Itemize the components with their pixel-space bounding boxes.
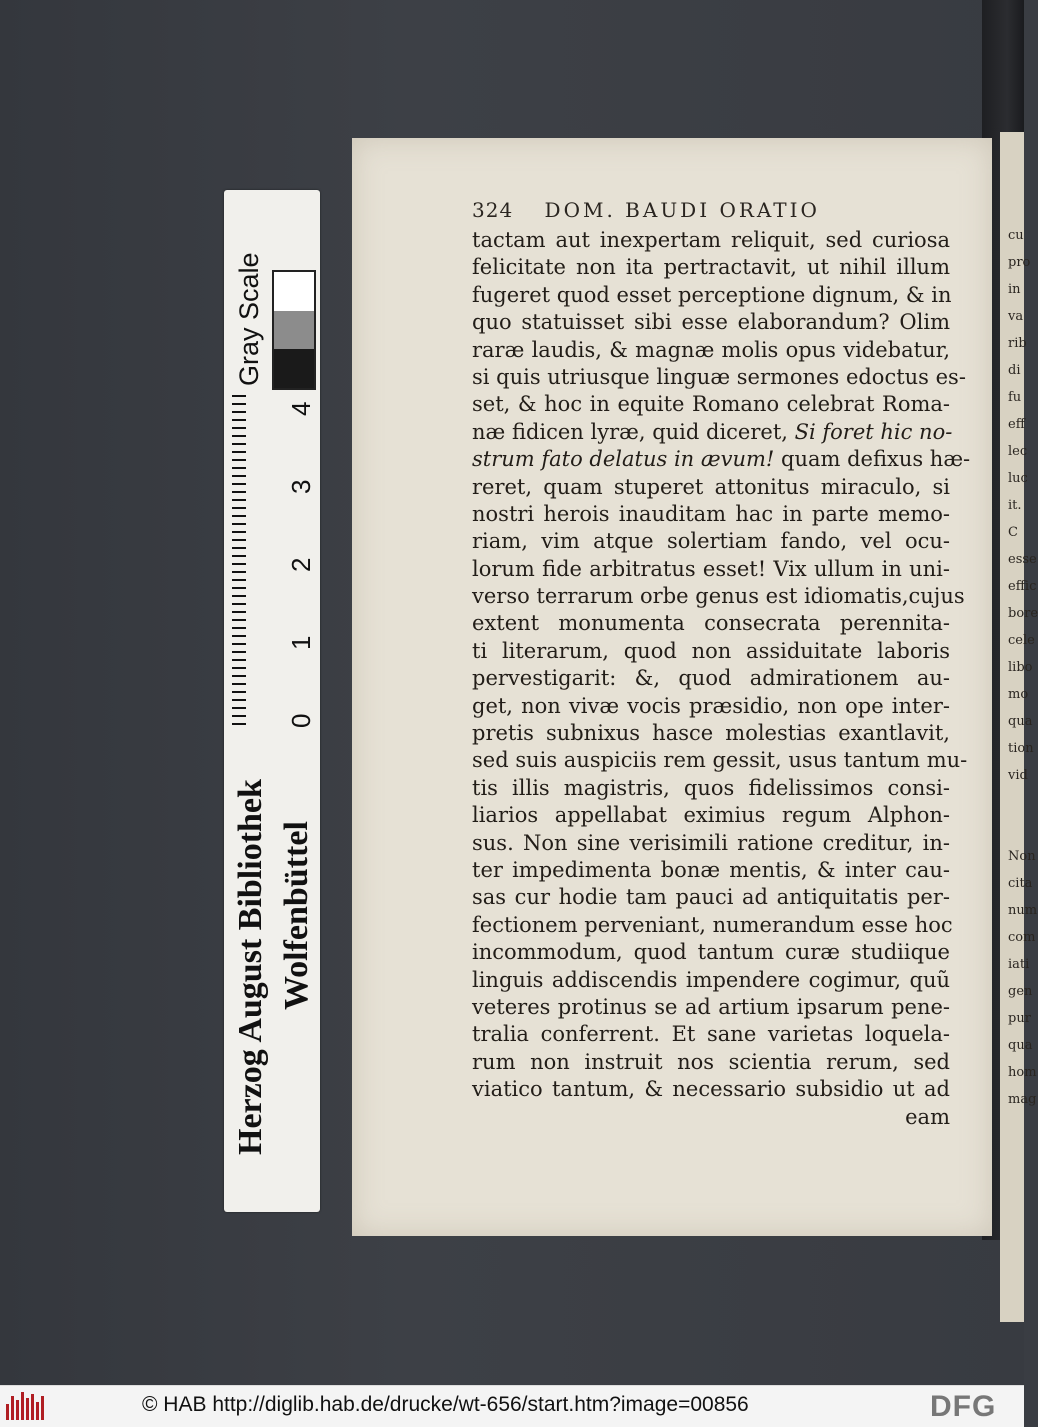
gray-swatch-black	[274, 349, 314, 388]
text-line: sas cur hodie tam pauci ad antiquitatis per-	[472, 885, 950, 910]
facing-page-line	[1000, 789, 1024, 816]
text-line: nostri herois inauditam hac in parte memo-	[472, 501, 950, 526]
text-line: næ fidicen lyræ, quid diceret, Si foret hic no-	[472, 419, 953, 444]
text-line: felicitate non ita pertractavit, ut nihil illum	[472, 255, 950, 280]
ruler-number-4: 4	[286, 401, 316, 416]
facing-page-line: gen	[1008, 984, 1033, 999]
viewer-footer	[0, 1385, 1024, 1427]
text-line: quo statuisset sibi esse elaborandum? Olim	[472, 310, 950, 335]
ruler-title-line1: Herzog August Bibliothek	[232, 779, 269, 1155]
text-line: rum non instruit nos scientia rerum, sed	[472, 1049, 950, 1074]
text-line: ti literarum, quod non assiduitate laboris	[472, 638, 950, 663]
text-line: si quis utriusque linguæ sermones edoctus es-	[472, 364, 966, 389]
ruler-number-2: 2	[286, 557, 316, 572]
hab-logo-icon	[6, 1392, 44, 1420]
facing-page-line: iati	[1008, 957, 1030, 972]
running-head-title: DOM. BAUDI ORATIO	[544, 198, 820, 222]
facing-page-line: esse	[1008, 552, 1037, 567]
facing-page-line: effic	[1008, 579, 1037, 594]
facing-page-line: it. C	[1008, 498, 1022, 540]
text-line: tactam aut inexpertam reliquit, sed curiosa	[472, 228, 950, 252]
facing-page-line: qua	[1008, 1038, 1033, 1053]
text-line: riam, vim atque solertiam fando, vel ocu-	[472, 529, 950, 554]
facing-page-line: di	[1008, 363, 1021, 378]
facing-page-line: tion	[1008, 741, 1034, 756]
text-line: extent monumenta consecrata perennita-	[472, 611, 950, 636]
text-line: get, non vivæ vocis præsidio, non ope inter-	[472, 693, 950, 718]
facing-page-line: libo	[1008, 660, 1033, 675]
text-line: reret, quam stuperet attonitus miraculo, si	[472, 474, 950, 499]
text-line: linguis addiscendis impendere cogimur, quũ	[472, 967, 950, 992]
text-line: veteres protinus se ad artium ipsarum pene-	[472, 994, 950, 1019]
text-line: strum fato delatus in ævum! quam defixus hæ-	[472, 447, 971, 472]
text-line: verso terrarum orbe genus est idiomatis,cujus	[472, 584, 965, 609]
copyright-link[interactable]: © HAB http://diglib.hab.de/drucke/wt-656/start.htm?image=00856	[142, 1393, 749, 1416]
ruler-title-line2: Wolfenbüttel	[278, 821, 315, 1010]
facing-page-line: com	[1008, 930, 1036, 945]
text-line: set, & hoc in equite Romano celebrat Roma-	[472, 392, 950, 417]
text-line: tis illis magistris, quos fidelissimos consi-	[472, 775, 950, 800]
text-line: liarios appellabat eximius regum Alphon-	[472, 803, 950, 828]
facing-page-line: rib	[1008, 336, 1027, 351]
facing-page-line: qua	[1008, 714, 1033, 729]
text-line: sed suis auspiciis rem gessit, usus tantum mu-	[472, 748, 968, 773]
facing-page-line	[1000, 816, 1024, 843]
facing-page-line: cita	[1008, 876, 1033, 891]
ruler-number-0: 0	[286, 713, 316, 728]
gray-swatch-white	[274, 272, 314, 311]
ruler-ticks	[232, 395, 268, 725]
facing-page-line: vid	[1008, 768, 1028, 783]
text-line: fectionem perveniant, numerandum esse hoc	[472, 912, 953, 937]
gray-scale-label: Gray Scale	[234, 252, 264, 386]
text-line: sus. Non sine verisimili ratione creditur, in-	[472, 830, 950, 855]
facing-page-line: cu	[1008, 228, 1024, 243]
text-line: raræ laudis, & magnæ molis opus videbatur,	[472, 337, 950, 362]
gray-scale-swatches	[272, 270, 316, 390]
page-number: 324	[472, 198, 514, 222]
ruler-number-1: 1	[286, 635, 316, 650]
text-line: incommodum, quod tantum curæ studiique	[472, 940, 950, 965]
text-line: ter impedimenta bonæ mentis, & inter cau-	[472, 857, 950, 882]
facing-page-line: mo	[1008, 687, 1029, 702]
facing-page-line: pro	[1008, 255, 1031, 270]
dfg-logo: DFG	[930, 1390, 997, 1423]
facing-page-line: num	[1008, 903, 1038, 918]
facing-page-line: luc	[1008, 471, 1028, 486]
text-line: pretis subnixus hasce molestias exantlavit,	[472, 721, 950, 746]
text-line: lorum fide arbitratus esset! Vix ullum in uni-	[472, 556, 950, 581]
facing-page-line: fu	[1008, 390, 1022, 405]
text-line: pervestigarit: &, quod admirationem au-	[472, 666, 950, 691]
facing-page-line: hom	[1008, 1065, 1037, 1080]
page-text-block	[472, 227, 971, 1131]
gray-swatch-mid	[274, 311, 314, 350]
facing-page-line: mag	[1008, 1092, 1037, 1107]
facing-page-line: cele	[1008, 633, 1035, 648]
facing-page-line: Non	[1008, 849, 1036, 864]
facing-page-line: in	[1008, 282, 1021, 297]
facing-page-line: lec	[1008, 444, 1028, 459]
facing-page-line: pur	[1008, 1011, 1031, 1026]
facing-page-line: va	[1008, 309, 1024, 324]
text-line: tralia conferrent. Et sane varietas loquela-	[472, 1022, 950, 1047]
text-line: viatico tantum, & necessario subsidio ut ad	[472, 1077, 950, 1102]
facing-page-fragment	[1000, 132, 1038, 1322]
facing-page-line: bore	[1008, 606, 1038, 621]
text-line: fugeret quod esset perceptione dignum, & in	[472, 282, 952, 307]
running-header	[472, 198, 892, 222]
facing-page-line: eff	[1008, 417, 1025, 432]
ruler-number-3: 3	[286, 479, 316, 494]
catchword: eam	[905, 1104, 950, 1129]
